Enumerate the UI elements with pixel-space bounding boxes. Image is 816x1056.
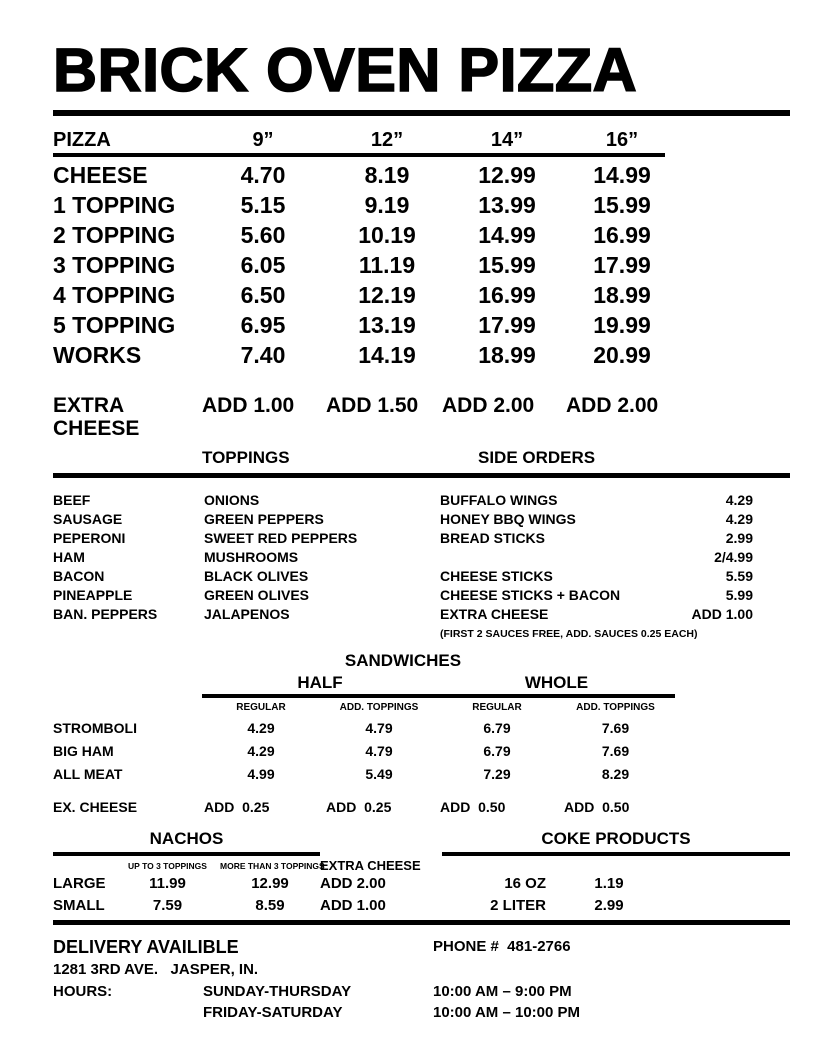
phone-number: PHONE # 481-2766 [433, 938, 571, 955]
sandwich-item-label: ALL MEAT [53, 766, 123, 782]
side-orders-heading: SIDE ORDERS [478, 448, 596, 467]
extra-cheese-row [53, 394, 790, 440]
sandwich-price: 7.29 [483, 766, 511, 782]
side-order-item: CHEESE STICKS + BACON [440, 587, 621, 603]
topping-item: PINEAPPLE [53, 587, 133, 603]
menu-title: BRICK OVEN PIZZA [53, 36, 638, 104]
nachos-subheader: UP TO 3 TOPPINGS [128, 861, 207, 871]
title-divider [53, 110, 790, 116]
pizza-item-label: CHEESE [53, 162, 148, 188]
topping-item: BLACK OLIVES [204, 568, 309, 584]
pizza-price: 15.99 [593, 192, 651, 218]
pizza-price: 4.70 [240, 162, 286, 188]
side-order-price: 5.99 [725, 587, 753, 603]
delivery-note: DELIVERY AVAILIBLE [53, 937, 239, 957]
sandwiches-table [53, 673, 790, 786]
toppings-side-orders-table [53, 491, 790, 624]
bottom-divider [53, 920, 790, 925]
size-16in-header: 16” [605, 129, 639, 151]
extra-cheese-price: ADD 2.00 [566, 394, 659, 417]
nachos-price: 7.59 [152, 897, 183, 914]
pizza-table-header [53, 129, 790, 151]
nachos-heading: NACHOS [53, 829, 320, 856]
ex-cheese-price: ADD 0.25 [204, 799, 270, 815]
pizza-price: 6.95 [240, 312, 286, 338]
sandwich-price: 7.69 [601, 720, 630, 736]
sandwich-price: 8.29 [601, 766, 630, 782]
toppings-heading: TOPPINGS [202, 448, 290, 467]
spacer [53, 673, 202, 693]
sandwich-price: 4.29 [247, 743, 275, 759]
side-order-price: 4.29 [725, 511, 753, 527]
pizza-price: 9.19 [364, 192, 410, 218]
pizza-item-label: 4 TOPPING [53, 282, 176, 308]
pizza-price: 16.99 [478, 282, 536, 308]
hours-days: SUNDAY-THURSDAY [203, 983, 352, 1000]
topping-item: PEPERONI [53, 530, 126, 546]
pizza-item-label: 5 TOPPING [53, 312, 176, 338]
pizza-price: 6.05 [240, 252, 286, 278]
nachos-item-label: SMALL [53, 897, 105, 914]
side-order-price: 5.59 [725, 568, 753, 584]
section-heading-row [53, 448, 790, 469]
side-order-item: BUFFALO WINGS [440, 492, 558, 508]
half-group-header: HALF [297, 673, 343, 692]
sandwich-subheader: ADD. TOPPINGS [339, 702, 419, 713]
section-divider [53, 473, 790, 478]
pizza-column-header: PIZZA [53, 129, 111, 151]
sandwich-price: 4.79 [365, 720, 393, 736]
pizza-price: 20.99 [593, 342, 651, 368]
pizza-price: 10.19 [358, 222, 416, 248]
side-order-item [440, 548, 676, 567]
side-order-price: 4.29 [725, 492, 753, 508]
nachos-table [53, 829, 442, 917]
pizza-price: 16.99 [593, 222, 651, 248]
side-order-item: HONEY BBQ WINGS [440, 511, 576, 527]
side-order-price: 2/4.99 [714, 549, 753, 565]
pizza-price: 15.99 [478, 252, 536, 278]
pizza-price: 12.19 [358, 282, 416, 308]
nachos-price: 12.99 [251, 875, 289, 892]
pizza-price: 18.99 [593, 282, 651, 308]
topping-item: BACON [53, 568, 105, 584]
sandwich-item-label: BIG HAM [53, 743, 114, 759]
topping-item: ONIONS [204, 492, 260, 508]
hours-time: 10:00 AM – 10:00 PM [433, 1004, 581, 1021]
topping-item: JALAPENOS [204, 606, 290, 622]
nachos-coke-section [53, 829, 790, 917]
sandwich-subheader: REGULAR [236, 702, 286, 713]
coke-item-label: 2 LITER [490, 897, 546, 914]
nachos-extra-cheese-header: EXTRA CHEESE [320, 858, 421, 873]
size-9in-header: 9” [252, 129, 274, 151]
pizza-price: 11.19 [358, 252, 416, 278]
hours-days: FRIDAY-SATURDAY [203, 1004, 343, 1021]
coke-products-heading: COKE PRODUCTS [442, 829, 790, 856]
nachos-subheader: MORE THAN 3 TOPPINGS [220, 861, 325, 871]
nachos-price: ADD 2.00 [320, 875, 386, 892]
ex-cheese-price: ADD 0.25 [326, 799, 392, 815]
pizza-price: 5.15 [240, 192, 286, 218]
pizza-price: 7.40 [240, 342, 286, 368]
pizza-price: 14.99 [593, 162, 651, 188]
pizza-price: 5.60 [240, 222, 286, 248]
side-order-item: EXTRA CHEESE [440, 606, 549, 622]
pizza-item-label: 3 TOPPING [53, 252, 176, 278]
extra-cheese-price: ADD 1.50 [326, 394, 419, 417]
side-order-price: ADD 1.00 [691, 606, 753, 622]
spacer [53, 856, 115, 873]
sandwich-extra-cheese-row [53, 799, 790, 815]
side-order-item: BREAD STICKS [440, 530, 546, 546]
side-order-item: CHEESE STICKS [440, 568, 553, 584]
sandwich-price: 6.79 [483, 720, 511, 736]
sauce-note: (FIRST 2 SAUCES FREE, ADD. SAUCES 0.25 EACH) [440, 628, 698, 640]
sandwich-price: 6.79 [483, 743, 511, 759]
extra-cheese-price: ADD 1.00 [202, 394, 295, 417]
street-address: 1281 3RD AVE. JASPER, IN. [53, 961, 259, 978]
extra-cheese-price: ADD 2.00 [442, 394, 535, 417]
spacer [53, 698, 202, 717]
sandwich-subheader: ADD. TOPPINGS [576, 702, 655, 713]
sandwich-price: 7.69 [601, 743, 630, 759]
pizza-item-label: 1 TOPPING [53, 192, 176, 218]
ex-cheese-price: ADD 0.50 [440, 799, 506, 815]
nachos-price: ADD 1.00 [320, 897, 386, 914]
size-12in-header: 12” [370, 129, 404, 151]
pizza-price: 12.99 [478, 162, 536, 188]
footer [53, 935, 790, 1023]
pizza-price: 8.19 [364, 162, 410, 188]
topping-item: BEEF [53, 492, 91, 508]
spacer [53, 1002, 203, 1023]
sandwiches-heading: SANDWICHES [344, 651, 462, 670]
nachos-item-label: LARGE [53, 875, 106, 892]
pizza-item-label: WORKS [53, 342, 142, 368]
spacer [442, 856, 790, 873]
pizza-price: 18.99 [478, 342, 536, 368]
sandwich-item-label: STROMBOLI [53, 720, 137, 736]
pizza-price: 17.99 [593, 252, 651, 278]
coke-products-table [442, 829, 790, 917]
pizza-item-label: 2 TOPPING [53, 222, 176, 248]
pizza-price-table [53, 160, 790, 370]
ex-cheese-price: ADD 0.50 [564, 799, 630, 815]
sandwich-price: 5.49 [365, 766, 393, 782]
topping-item: BAN. PEPPERS [53, 606, 158, 622]
hours-time: 10:00 AM – 9:00 PM [433, 983, 572, 1000]
pizza-price: 17.99 [478, 312, 536, 338]
nachos-price: 11.99 [149, 875, 186, 892]
topping-item: HAM [53, 549, 85, 565]
pizza-price: 13.19 [358, 312, 416, 338]
pizza-header-divider [53, 153, 665, 157]
sandwich-price: 4.29 [247, 720, 275, 736]
coke-price: 1.19 [594, 875, 624, 892]
pizza-price: 14.99 [478, 222, 536, 248]
topping-item: SAUSAGE [53, 511, 123, 527]
topping-item: SWEET RED PEPPERS [204, 530, 358, 546]
pizza-price: 14.19 [358, 342, 416, 368]
topping-item: MUSHROOMS [204, 549, 299, 565]
coke-price: 2.99 [594, 897, 624, 914]
hours-label: HOURS: [53, 983, 113, 1000]
sandwich-subheader: REGULAR [472, 702, 522, 713]
side-order-price: 2.99 [725, 530, 753, 546]
coke-item-label: 16 OZ [504, 875, 546, 892]
sandwich-price: 4.79 [365, 743, 393, 759]
pizza-price: 19.99 [593, 312, 651, 338]
sandwich-price: 4.99 [247, 766, 275, 782]
topping-item: GREEN OLIVES [204, 587, 310, 603]
pizza-price: 13.99 [478, 192, 536, 218]
whole-group-header: WHOLE [524, 673, 589, 692]
extra-cheese-label: EXTRA CHEESE [53, 394, 140, 440]
spacer [320, 829, 442, 856]
topping-item: GREEN PEPPERS [204, 511, 324, 527]
size-14in-header: 14” [490, 129, 524, 151]
pizza-price: 6.50 [240, 282, 286, 308]
nachos-price: 8.59 [255, 897, 285, 914]
ex-cheese-label: EX. CHEESE [53, 799, 138, 815]
